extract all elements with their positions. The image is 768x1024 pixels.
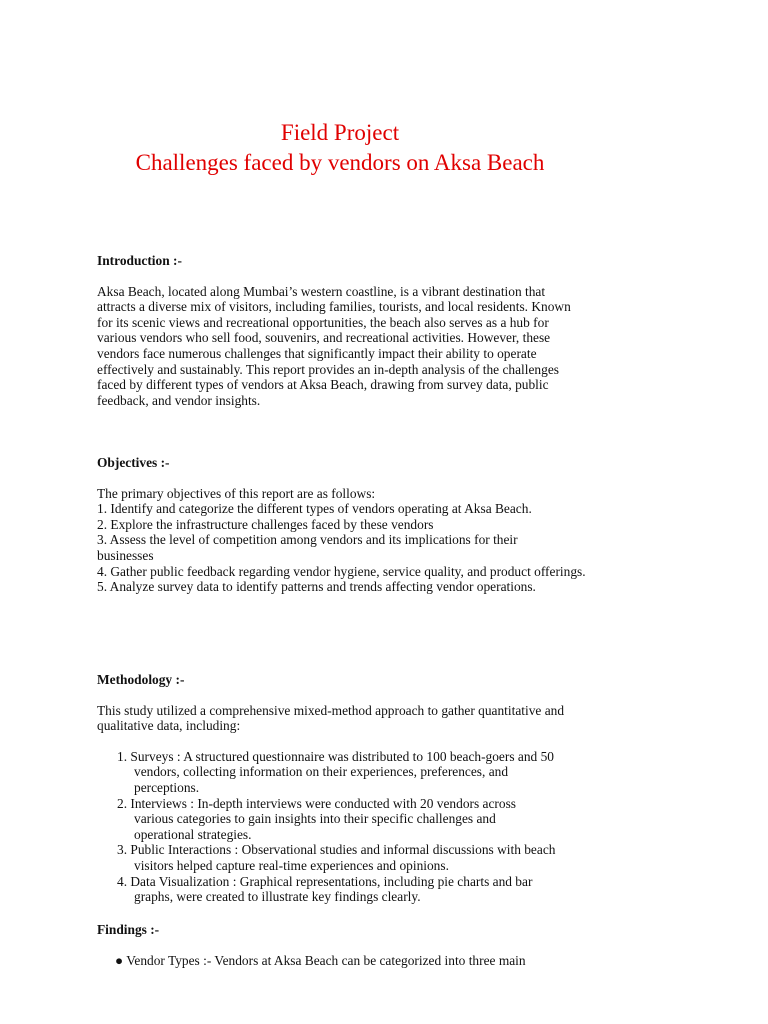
introduction-body: Aksa Beach, located along Mumbai’s western coastline, is a vibrant destination that attracts a diverse mix of visitors, including families, tourists, and local residents. Known for its scenic views and recreational opportunities, the beach also serves as a hub for various vendors who sell food, souvenirs, and recreational activities. However, these vendors face numerous challenges that significantly impact their ability to operate effectively and sustainably. This report provides an in-depth analysis of the challenges faced by different types of vendors at Aksa Beach, drawing from survey data, public feedback, and vendor insights. xyxy=(97,283,571,408)
methodology-item-1: 1. Surveys : A structured questionnaire was distributed to 100 beach-goers and 50 vendors, collecting information on their experiences, preferences, and perceptions. xyxy=(117,748,554,795)
methodology-item-4: 4. Data Visualization : Graphical representations, including pie charts and bar graphs, were created to illustrate key findings clearly. xyxy=(117,873,533,905)
objectives-intro: The primary objectives of this report are as follows: xyxy=(97,485,376,501)
methodology-section xyxy=(97,672,587,905)
title-line-2: Challenges faced by vendors on Aksa Beach xyxy=(135,150,545,175)
introduction-heading: Introduction :- xyxy=(97,253,182,268)
methodology-intro: This study utilized a comprehensive mixed-method approach to gather quantitative and qualitative data, including: xyxy=(97,702,565,734)
findings-bullet-vendor-types: ● Vendor Types :- Vendors at Aksa Beach can be categorized into three main xyxy=(115,952,526,968)
objective-item-1: 1. Identify and categorize the different types of vendors operating at Aksa Beach. xyxy=(97,501,532,517)
objective-item-4: 4. Gather public feedback regarding vendor hygiene, service quality, and product offerings. xyxy=(97,563,586,579)
document-title xyxy=(0,118,680,178)
methodology-heading: Methodology :- xyxy=(97,672,185,687)
methodology-item-3: 3. Public Interactions : Observational studies and informal discussions with beach visitors helped capture real-time experiences and opinions. xyxy=(117,842,556,873)
objectives-section xyxy=(97,455,587,595)
objective-item-5: 5. Analyze survey data to identify patterns and trends affecting vendor operations. xyxy=(97,579,536,595)
title-line-1: Field Project xyxy=(280,120,400,145)
methodology-list xyxy=(97,749,557,905)
methodology-item-2: 2. Interviews : In-depth interviews were conducted with 20 vendors across various categories to gain insights into their specific challenges and operational strategies. xyxy=(117,795,516,842)
objective-item-2: 2. Explore the infrastructure challenges faced by these vendors xyxy=(97,516,434,532)
findings-heading: Findings :- xyxy=(97,922,160,937)
objective-item-3: 3. Assess the level of competition among vendors and its implications for their businesses xyxy=(97,532,518,563)
findings-section xyxy=(97,922,587,968)
objectives-heading: Objectives :- xyxy=(97,455,170,470)
introduction-section xyxy=(97,253,587,408)
